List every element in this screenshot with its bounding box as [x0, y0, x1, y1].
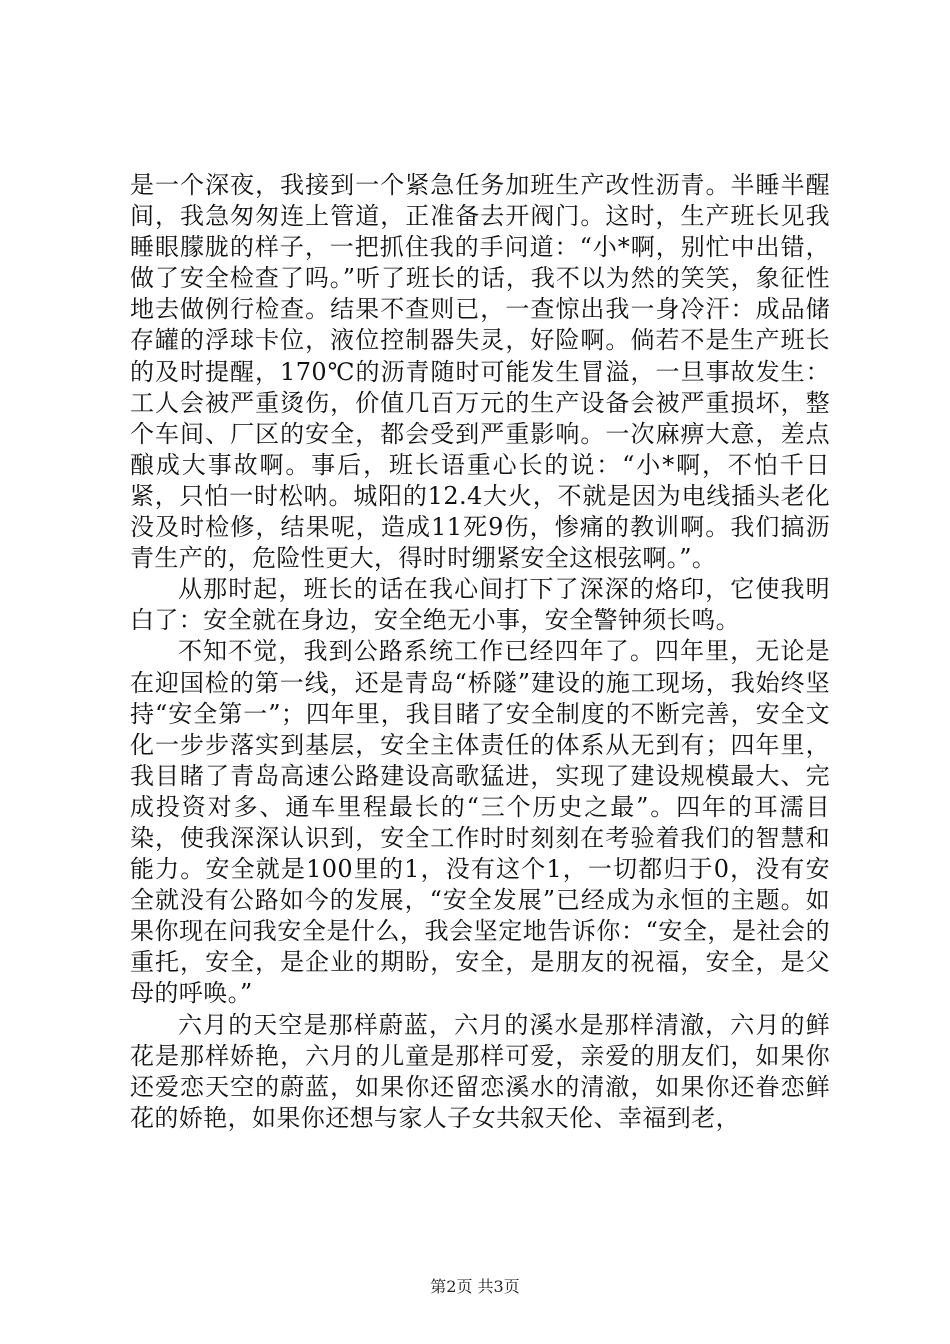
paragraph-3: 不知不觉，我到公路系统工作已经四年了。四年里，无论是在迎国检的第一线，还是青岛“桥隧”建设的施工现场，我始终坚持“安全第一”；四年里，我目睹了安全制度的不断完善，安全文化一步步落实到基层，安全主体责任的体系从无到有；四年里，我目睹了青岛高速公路建设高歌猛进，实现了建设规模最大、完成投资对多、通车里程最长的“三个历史之最”。四年的耳濡目染，使我深深认识到，安全工作时时刻刻在考验着我们的智慧和能力。安全就是100里的1，没有这个1，一切都归于0，没有安全就没有公路如今的发展，“安全发展”已经成为永恒的主题。如果你现在问我安全是什么，我会坚定地告诉你：“安全，是社会的重托，安全，是企业的期盼，安全，是朋友的祝福，安全，是父母的呼唤。”: [130, 637, 830, 1008]
document-body: [130, 170, 830, 1134]
paragraph-1: 是一个深夜，我接到一个紧急任务加班生产改性沥青。半睡半醒间，我急匆匆连上管道，正准备去开阀门。这时，生产班长见我睡眼朦胧的样子，一把抓住我的手问道：“小*啊，别忙中出错，做了安全检查了吗。”听了班长的话，我不以为然的笑笑，象征性地去做例行检查。结果不查则已，一查惊出我一身冷汗：成品储存罐的浮球卡位，液位控制器失灵，好险啊。倘若不是生产班长的及时提醒，170℃的沥青随时可能发生冒溢，一旦事故发生：工人会被严重烫伤，价值几百万元的生产设备会被严重损坏，整个车间、厂区的安全，都会受到严重影响。一次麻痹大意，差点酿成大事故啊。事后，班长语重心长的说：“小*啊，不怕千日紧，只怕一时松呐。城阳的12.4大火，不就是因为电线插头老化没及时检修，结果呢，造成11死9伤，惨痛的教训啊。我们搞沥青生产的，危险性更大，得时时绷紧安全这根弦啊。”。: [130, 171, 830, 573]
page-footer: 第2页 共3页: [430, 1277, 520, 1296]
paragraph-4: 六月的天空是那样蔚蓝，六月的溪水是那样清澈，六月的鲜花是那样娇艳，六月的儿童是那样可爱，亲爱的朋友们，如果你还爱恋天空的蔚蓝，如果你还留恋溪水的清澈，如果你还眷恋鲜花的娇艳，如果你还想与家人子女共叙天伦、幸福到老，: [130, 1010, 830, 1132]
paragraph-2: 从那时起，班长的话在我心间打下了深深的烙印，它使我明白了：安全就在身边，安全绝无小事，安全警钟须长鸣。: [130, 575, 830, 635]
